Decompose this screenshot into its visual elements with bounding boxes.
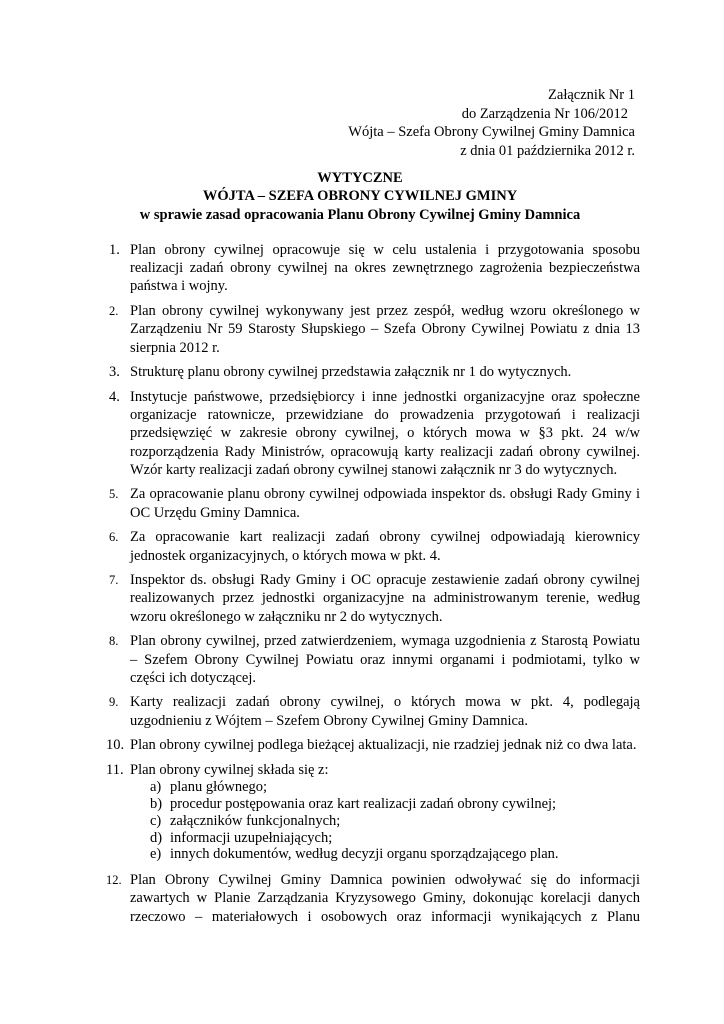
item-text: Inspektor ds. obsługi Rady Gminy i OC opracuje zestawienie zadań obrony cywilnej realizowanych przez jednostki organizacyjne na administrowanym terenie, według wzoru określonego w załączniku nr 2 do wytycznych. [130,572,640,625]
sub-list-item [150,779,724,796]
list-item [0,528,724,564]
item-number: 2. [109,304,119,319]
header-line-authority: Wójta – Szefa Obrony Cywilnej Gminy Damnica [348,124,635,140]
list-item [0,241,724,296]
attachment-header [300,86,635,160]
header-line-order: do Zarządzenia Nr 106/2012 [461,105,628,122]
item-number: 9. [109,695,119,710]
item-text: Strukturę planu obrony cywilnej przedstawia załącznik nr 1 do wytycznych. [130,364,572,381]
list-item [0,871,724,926]
header-line-date: z dnia 01 października 2012 r. [460,142,635,159]
list-item [0,736,724,754]
item-text: Plan obrony cywilnej podlega bieżącej aktualizacji, nie rzadziej jednak niż co dwa lata. [130,737,637,754]
sub-item-text: informacji uzupełniających; [170,829,333,846]
sub-list-item [150,796,724,813]
sub-item-letter: c) [150,812,162,829]
item-text: Karty realizacji zadań obrony cywilnej, o których mowa w pkt. 4, podlegają uzgodnieniu z Wójtem – Szefem Obrony Cywilnej Gminy Damnica. [130,694,640,729]
sub-list-item [150,813,724,830]
title-line-authority: WÓJTA – SZEFA OBRONY CYWILNEJ GMINY [202,188,518,205]
item-number: 4. [109,388,120,405]
list-item [0,761,724,863]
sub-item-text: innych dokumentów, według decyzji organu sporządzającego plan. [170,846,559,863]
list-item [0,388,724,479]
item-number: 1. [109,242,120,258]
item-number: 6. [109,530,119,545]
item-text: Plan obrony cywilnej składa się z: [130,762,329,779]
item-number: 8. [109,634,119,649]
item-text: Plan obrony cywilnej, przed zatwierdzeniem, wymaga uzgodnienia z Starostą Powiatu – Szefem Obrony Cywilnej Powiatu oraz innymi organami i podmiotami, tylko w części ich dotyczącej. [130,633,640,686]
item-number: 11. [106,762,124,779]
guidelines-list [0,241,724,932]
sub-item-letter: b) [150,796,163,813]
list-item [0,485,724,521]
item-number: 7. [109,573,119,588]
sub-item-text: planu głównego; [170,779,268,796]
list-item [0,363,724,381]
item-number: 3. [109,364,120,381]
item-text: Za opracowanie kart realizacji zadań obrony cywilnej odpowiadają kierownicy jednostek organizacyjnych, o których mowa w pkt. 4. [130,529,640,564]
sub-item-letter: a) [150,779,162,796]
title-line-guidelines: WYTYCZNE [317,170,403,186]
list-item [0,571,724,626]
sub-item-text: procedur postępowania oraz kart realizacji zadań obrony cywilnej; [170,796,557,813]
document-title [80,169,640,224]
item-text: Plan obrony cywilnej wykonywany jest przez zespół, według wzoru określonego w Zarządzeniu Nr 59 Starosty Słupskiego – Szefa Obrony Cywilnej Powiatu z dnia 13 sierpnia 2012 r. [130,303,640,356]
item-text: Instytucje państwowe, przedsiębiorcy i inne jednostki organizacyjne oraz społeczne organizacje ratownicze, przewidziane do prowadzenia przygotowań i realizacji przedsięwzięć w zakresie obrony cywilnej, o których mowa w §3 pkt. 24 w/w rozporządzenia Rady Ministrów, opracowują karty realizacji zadań obrony cywilnej. Wzór karty realizacji zadań obrony cywilnej stanowi załącznik nr 3 do wytycznych. [130,388,640,478]
sub-list-item [150,830,724,847]
sub-item-letter: e) [150,846,162,863]
item-text: Plan obrony cywilnej opracowuje się w celu ustalenia i przygotowania sposobu realizacji zadań obrony cywilnej na okres zewnętrznego zagrożenia bezpieczeństwa państwa i wojny. [130,242,640,295]
sub-list [150,779,724,863]
list-item [0,302,724,357]
item-number: 12. [106,873,122,888]
item-number: 5. [109,487,119,502]
list-item [0,693,724,729]
item-text: Plan Obrony Cywilnej Gminy Damnica powinien odwoływać się do informacji zawartych w Planie Zarządzania Kryzysowego Gminy, dokonując korelacji danych rzeczowo – materiałowych i osobowych oraz informacji wynikających z Planu [130,872,640,925]
list-item [0,632,724,687]
header-line-attachment: Załącznik Nr 1 [548,87,635,103]
sub-item-text: załączników funkcjonalnych; [170,812,341,829]
item-text: Za opracowanie planu obrony cywilnej odpowiada inspektor ds. obsługi Rady Gminy i OC Urzędu Gminy Damnica. [130,486,640,521]
sub-list-item [150,846,724,863]
title-line-subject: w sprawie zasad opracowania Planu Obrony Cywilnej Gminy Damnica [139,206,581,223]
sub-item-letter: d) [150,829,163,846]
item-number: 10. [106,737,125,754]
